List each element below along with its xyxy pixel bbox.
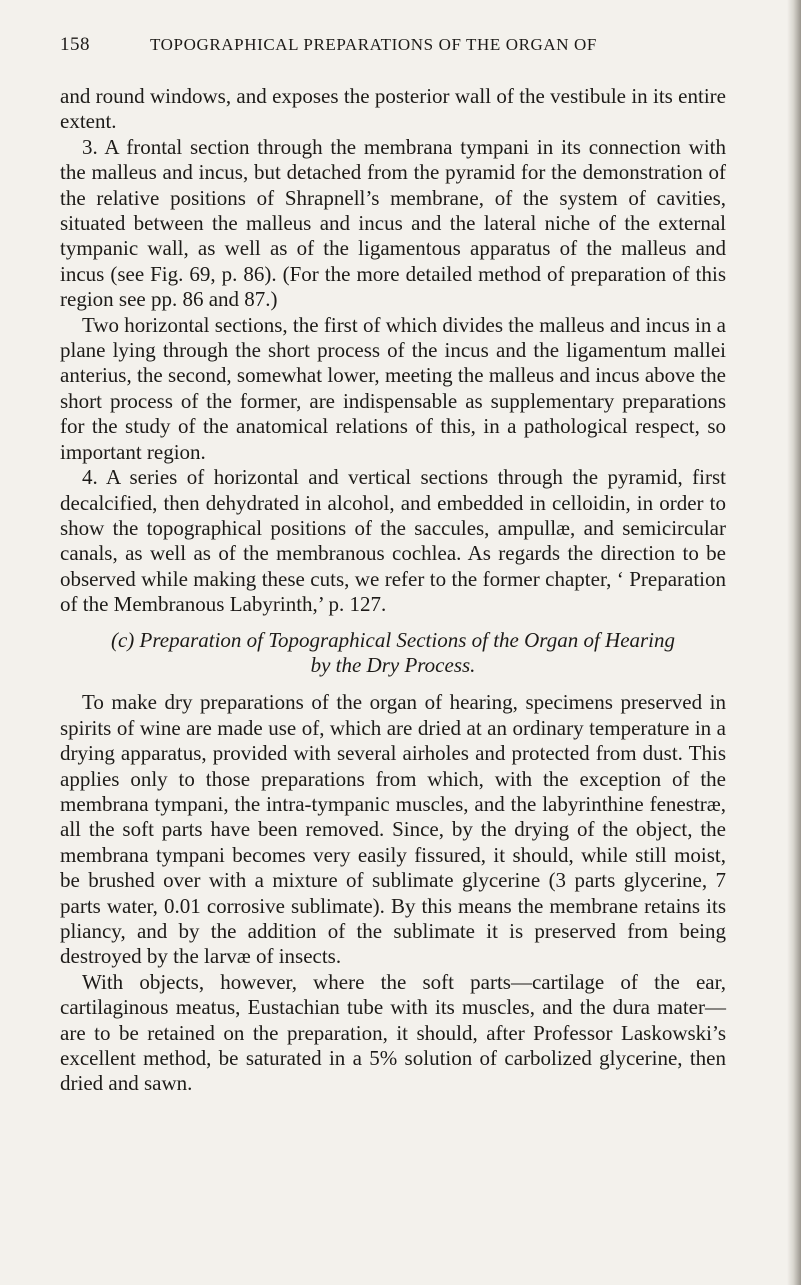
body-text [60,84,726,1097]
page-edge-shadow [787,0,801,1285]
paragraph-item-4: 4. A series of horizontal and vertical sections through the pyramid, first decalcified, then dehydrated in alcohol, and embedded in celloidin, in order to show the topographical positions of the saccules, ampullæ, and semicircular canals, as well as of the membranous cochlea. As regards the direction to be observed while making these cuts, we refer to the former chapter, ‘ Preparation of the Membranous Labyrinth,’ p. 127. [60,465,726,617]
paragraph-dry-preparations: To make dry preparations of the organ of hearing, specimens preserved in spirits of wine are made use of, which are dried at an ordinary temperature in a drying apparatus, provided with several airholes and protected from dust. This applies only to those preparations from which, with the exception of the membrana tympani, the intra-tympanic muscles, and the labyrinthine fenestræ, all the soft parts have been removed. Since, by the drying of the object, the membrana tympani becomes very easily fissured, it should, while still moist, be brushed over with a mixture of sublimate glycerine (3 parts glycerine, 7 parts water, 0.01 corrosive sublimate). By this means the membrane retains its pliancy, and by the addition of the sublimate it is preserved from being destroyed by the larvæ of insects. [60,690,726,969]
paragraph-horizontal-sections: Two horizontal sections, the first of which divides the malleus and incus in a plane lying through the short process of the incus and the ligamentum mallei anterius, the second, somewhat lower, meeting the malleus and incus above the short process of the former, are indispensable as supplementary preparations for the study of the anatomical relations of this, in a pathological respect, so important region. [60,312,726,464]
paragraph-continuation: and round windows, and exposes the posterior wall of the vestibule in its entire extent. [60,84,726,134]
subheading-line-2: by the Dry Process. [310,652,476,677]
subheading-line-1: (c) Preparation of Topographical Sections of the Organ of Hearing [110,627,676,652]
paragraph-item-3: 3. A frontal section through the membrana tympani in its connection with the malleus and incus, but detached from the pyramid for the demonstration of the relative positions of Shrapnell’s membrane, of the system of cavities, situated between the malleus and incus and the lateral niche of the external tympanic wall, as well as of the ligamentous apparatus of the malleus and incus (see Fig. 69, p. 86). (For the more detailed method of preparation of this region see pp. 86 and 87.) [60,134,726,312]
running-title: TOPOGRAPHICAL PREPARATIONS OF THE ORGAN OF [150,35,597,54]
section-subheading [60,628,726,679]
running-header [60,34,750,62]
page-number: 158 [60,34,90,55]
paragraph-soft-parts: With objects, however, where the soft parts—cartilage of the ear, cartilaginous meatus, Eustachian tube with its muscles, and the dura mater—are to be retained on the preparation, it should, after Professor Laskowski’s excellent method, be saturated in a 5% solution of carbolized glycerine, then dried and sawn. [60,969,726,1096]
